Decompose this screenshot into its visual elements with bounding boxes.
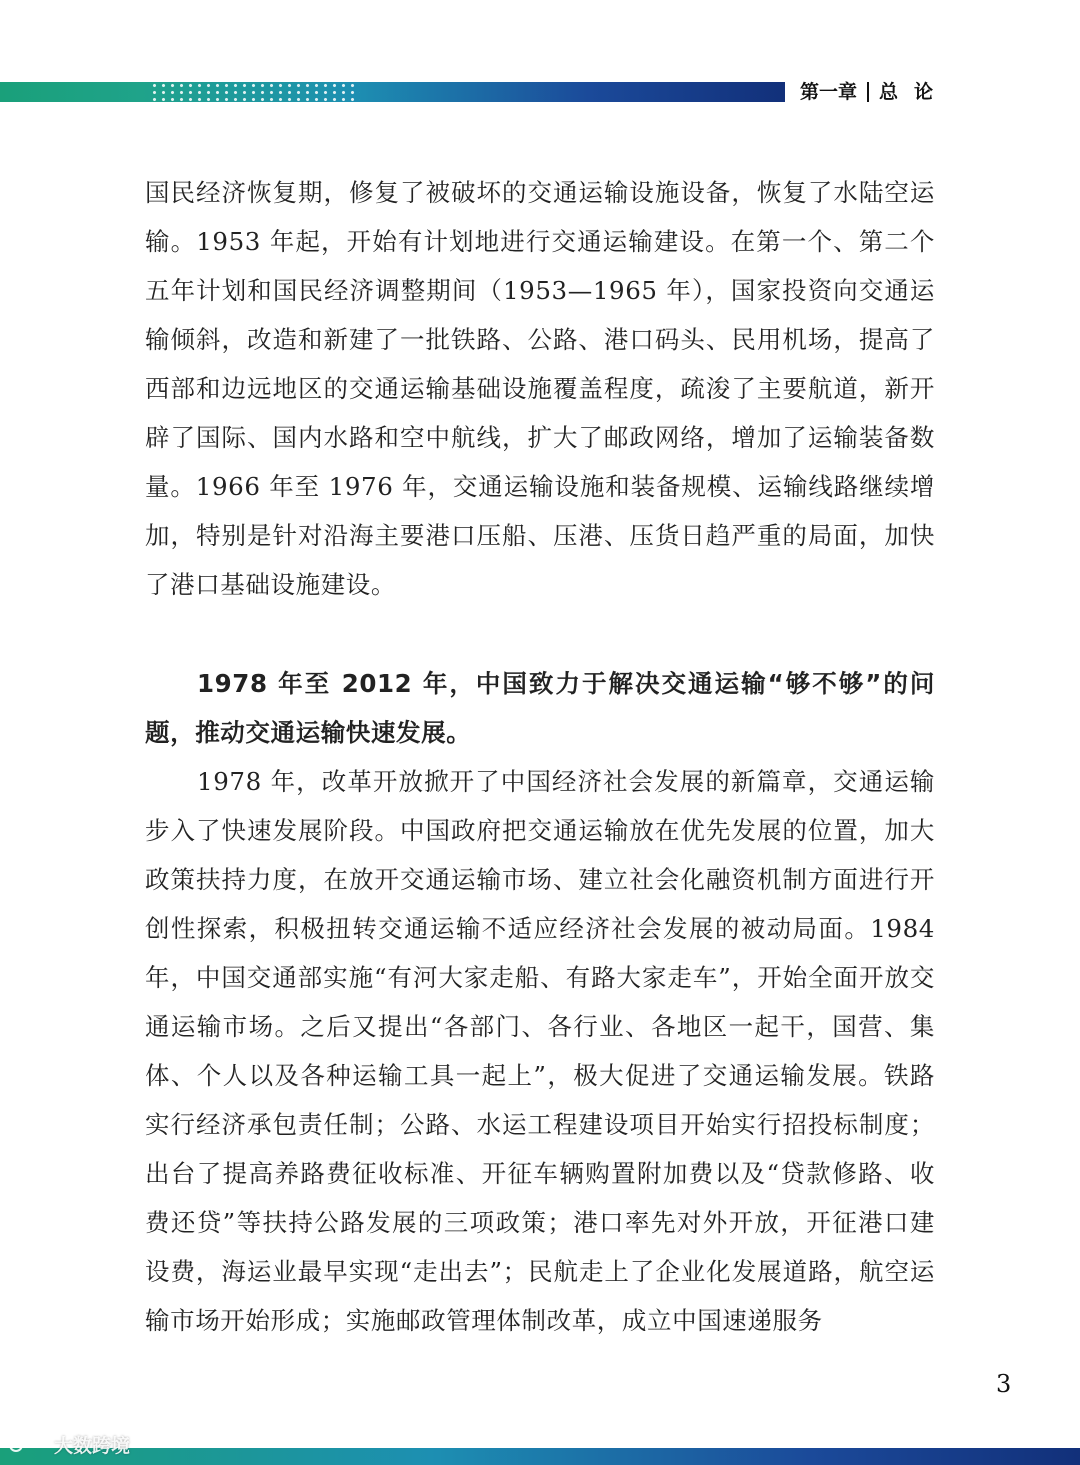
body-paragraph-1: 国民经济恢复期，修复了被破坏的交通运输设施设备，恢复了水陆空运输。1953 年起，开始有计划地进行交通运输建设。在第一个、第二个五年计划和国民经济调整期间（1953—1965 年），国家投资向交通运输倾斜，改造和新建了一批铁路、公路、港口码头、民用机场，提高了西部和边远地区的交通运输基础设施覆盖程度，疏浚了主要航道，新开辟了国际、国内水路和空中航线，扩大了邮政网络，增加了运输装备数量。1966 年至 1976 年，交通运输设施和装备规模、运输线路继续增加，特别是针对沿海主要港口压船、压港、压货日趋严重的局面，加快了港口基础设施建设。 — [145, 178, 935, 599]
page-number: 3 — [996, 1370, 1012, 1398]
watermark — [8, 1430, 130, 1458]
header-divider — [867, 82, 869, 102]
chapter-topic: 总论 — [879, 81, 950, 103]
watermark-text: 大数跨境 — [54, 1434, 131, 1457]
section-heading: 1978 年至 2012 年，中国致力于解决交通运输“够不够”的问题，推动交通运输快速发展。 — [145, 669, 935, 747]
header-dot-pattern — [150, 82, 360, 102]
footer-color-band — [0, 1448, 1080, 1465]
body-paragraph-2: 1978 年，改革开放掀开了中国经济社会发展的新篇章，交通运输步入了快速发展阶段。中国政府把交通运输放在优先发展的位置，加大政策扶持力度，在放开交通运输市场、建立社会化融资机制方面进行开创性探索，积极扭转交通运输不适应经济社会发展的被动局面。1984 年，中国交通部实施“有河大家走船、有路大家走车”，开始全面开放交通运输市场。之后又提出“各部门、各行业、各地区一起干，国营、集体、个人以及各种运输工具一起上”，极大促进了交通运输发展。铁路实行经济承包责任制；公路、水运工程建设项目开始实行招投标制度；出台了提高养路费征收标准、开征车辆购置附加费以及“贷款修路、收费还贷”等扶持公路发展的三项政策；港口率先对外开放，开征港口建设费，海运业最早实现“走出去”；民航走上了企业化发展道路，航空运输市场开始形成；实施邮政管理体制改革，成立中国速递服务 — [145, 767, 935, 1335]
chapter-number: 第一章 — [800, 81, 858, 103]
running-header — [800, 78, 949, 106]
header-color-band — [0, 82, 785, 102]
watermark-logo-icon — [8, 1433, 48, 1455]
